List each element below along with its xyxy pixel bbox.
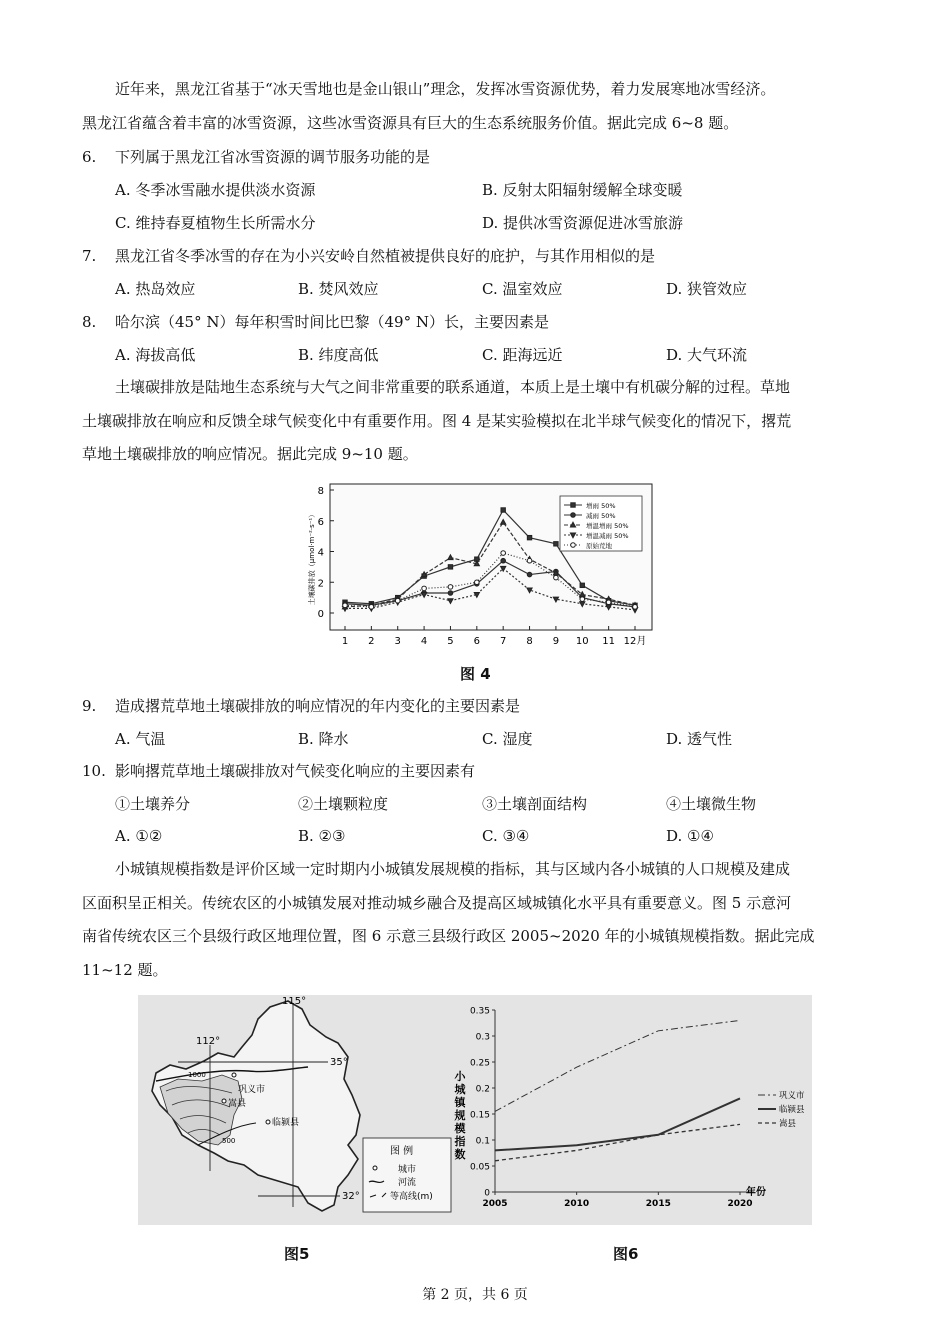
data-point — [527, 558, 532, 563]
q10-item-3: ③土壤剖面结构 — [482, 795, 588, 813]
question-number: 7. — [82, 247, 97, 265]
data-point — [501, 558, 506, 563]
q8-option-d: D. 大气环流 — [666, 346, 748, 364]
legend-city-symbol — [373, 1166, 377, 1170]
passage-11-12-line-4: 11~12 题。 — [82, 961, 168, 979]
question-number: 8. — [82, 313, 97, 331]
passage-11-12-line-1: 小城镇规模指数是评价区域一定时期内小城镇发展规模的指标，其与区域内各小城镇的人口规模及建成 — [115, 860, 791, 878]
q7-option-a: A. 热岛效应 — [115, 280, 196, 298]
label-city-songxian: 嵩县 — [228, 1099, 247, 1109]
data-point — [343, 603, 348, 608]
passage-11-12-line-3: 南省传统农区三个县级行政区地理位置，图 6 示意三县级行政区 2005~2020 年的小城镇规模指数。据此完成 — [82, 927, 815, 945]
label-city-linying: 临颍县 — [272, 1118, 300, 1128]
label-lat-35: 35° — [330, 1057, 348, 1068]
data-point — [448, 585, 453, 590]
q10-option-d: D. ①④ — [666, 827, 714, 845]
q10-item-2: ②土壤颗粒度 — [298, 795, 389, 813]
passage-6-8-line-1: 近年来，黑龙江省基于“冰天雪地也是金山银山”理念，发挥冰雪资源优势，着力发展寒地冰雪经济。 — [115, 80, 776, 98]
y-tick-label: 0.35 — [469, 1006, 490, 1017]
series-line — [495, 1124, 740, 1160]
data-point — [580, 583, 584, 587]
passage-9-10-line-1: 土壤碳排放是陆地生态系统与大气之间非常重要的联系通道，本质上是土壤中有机碳分解的过程。草地 — [115, 378, 791, 396]
legend-label: 增温增雨 50% — [586, 522, 629, 530]
legend-label: 增雨 50% — [586, 502, 616, 510]
label-lat-32: 32° — [342, 1191, 360, 1202]
q9-option-c: C. 湿度 — [482, 730, 533, 748]
legend-marker — [571, 503, 575, 507]
data-point — [448, 565, 452, 569]
label-city-gongyi: 巩义市 — [238, 1085, 266, 1095]
passage-6-8-line-2: 黑龙江省蕴含着丰富的冰雪资源，这些冰雪资源具有巨大的生态系统服务价值。据此完成 6~8 题。 — [82, 114, 739, 132]
q10-item-4: ④土壤微生物 — [666, 795, 757, 813]
series-line — [495, 1020, 740, 1111]
series-line — [495, 1098, 740, 1150]
q9-option-b: B. 降水 — [298, 730, 349, 748]
label-lon-112: 112° — [196, 1036, 221, 1047]
data-point — [527, 535, 531, 539]
legend-marker — [571, 513, 576, 518]
q10-item-1: ①土壤养分 — [115, 795, 191, 813]
data-point — [527, 572, 532, 577]
data-point — [448, 591, 453, 596]
question-8 — [82, 307, 882, 337]
q10-option-a: A. ①② — [115, 827, 163, 845]
x-tick-label: 2 — [368, 636, 375, 647]
figure-4-chart — [300, 478, 660, 656]
x-tick-label: 10 — [575, 636, 589, 647]
legend-label: 减雨 50% — [586, 512, 616, 520]
figure-6-caption: 图6 — [613, 1245, 639, 1263]
x-tick-label: 3 — [394, 636, 401, 647]
x-tick-label: 8 — [526, 636, 533, 647]
figure-6-chart — [450, 995, 812, 1225]
x-tick-label: 2020 — [727, 1199, 753, 1209]
legend-contour-label: 等高线(m) — [390, 1192, 433, 1202]
city-linying-dot — [266, 1120, 270, 1124]
q7-option-d: D. 狭管效应 — [666, 280, 748, 298]
q6-option-d: D. 提供冰雪资源促进冰雪旅游 — [482, 214, 684, 232]
x-tick-label: 12月 — [623, 636, 647, 647]
data-point — [475, 580, 480, 585]
x-tick-label: 5 — [447, 636, 454, 647]
legend-label: 嵩县 — [779, 1119, 797, 1129]
label-contour-1000: 1000 — [188, 1071, 206, 1079]
passage-9-10-line-3: 草地土壤碳排放的响应情况。据此完成 9~10 题。 — [82, 445, 418, 463]
question-9 — [82, 691, 882, 721]
question-7 — [82, 241, 882, 271]
y-tick-label: 0 — [317, 609, 324, 620]
city-songxian-dot — [222, 1099, 226, 1103]
legend-label: 原始荒地 — [586, 542, 612, 550]
legend-title: 图 例 — [390, 1146, 414, 1157]
data-point — [580, 597, 585, 602]
legend-marker — [571, 543, 576, 548]
q10-option-c: C. ③④ — [482, 827, 530, 845]
data-point — [633, 605, 638, 610]
y-tick-label: 0.1 — [475, 1136, 490, 1147]
question-stem: 造成撂荒草地土壤碳排放的响应情况的年内变化的主要因素是 — [115, 697, 521, 715]
question-stem: 影响撂荒草地土壤碳排放对气候变化响应的主要因素有 — [115, 762, 476, 780]
y-tick-label: 0.15 — [469, 1110, 490, 1121]
y-tick-label: 0.3 — [475, 1032, 490, 1043]
label-contour-500: 500 — [222, 1137, 236, 1145]
y-tick-label: 0 — [484, 1188, 490, 1199]
data-point — [501, 551, 506, 556]
y-tick-label: 2 — [317, 578, 324, 590]
y-tick-label: 6 — [317, 516, 324, 528]
data-point — [554, 575, 559, 580]
q10-option-b: B. ②③ — [298, 827, 346, 845]
x-tick-label: 4 — [420, 636, 428, 647]
question-number: 9. — [82, 697, 97, 715]
passage-9-10-line-2: 土壤碳排放在响应和反馈全球气候变化中有重要作用。图 4 是某实验模拟在北半球气候变化的情况下，撂荒 — [82, 412, 792, 430]
figure-5-map — [138, 995, 458, 1225]
question-number: 6. — [82, 148, 97, 166]
figure-4-caption: 图 4 — [460, 665, 491, 683]
question-number: 10. — [82, 762, 106, 780]
q8-option-c: C. 距海远近 — [482, 346, 563, 364]
x-tick-label: 1 — [341, 636, 349, 647]
q7-option-c: C. 温室效应 — [482, 280, 563, 298]
q8-option-a: A. 海拔高低 — [115, 346, 196, 364]
x-tick-label: 11 — [602, 636, 616, 647]
data-point — [369, 605, 374, 610]
data-point — [554, 542, 558, 546]
q6-option-b: B. 反射太阳辐射缓解全球变暖 — [482, 181, 683, 199]
y-axis-label: 小城镇规模指数 — [454, 1070, 466, 1161]
data-point — [422, 586, 427, 591]
city-gongyi-dot — [232, 1073, 236, 1077]
legend-label: 增温减雨 50% — [586, 532, 629, 540]
legend-label: 巩义市 — [779, 1091, 805, 1101]
legend-river-label: 河流 — [398, 1178, 417, 1188]
legend-city-label: 城市 — [398, 1165, 417, 1175]
page-footer: 第 2 页，共 6 页 — [422, 1287, 528, 1303]
q6-option-c: C. 维持春夏植物生长所需水分 — [115, 214, 316, 232]
y-tick-label: 4 — [317, 547, 324, 559]
q7-option-b: B. 焚风效应 — [298, 280, 379, 298]
data-point — [501, 508, 505, 512]
q8-option-b: B. 纬度高低 — [298, 346, 379, 364]
figure-5-caption: 图5 — [284, 1245, 310, 1263]
x-tick-label: 2005 — [482, 1199, 508, 1209]
y-axis-label: 土壤碳排放（μmol·m⁻²·s⁻¹） — [308, 510, 316, 606]
x-axis-label: 年份 — [746, 1187, 766, 1198]
y-tick-label: 0.25 — [469, 1058, 490, 1069]
data-point — [395, 598, 400, 603]
passage-11-12-line-2: 区面积呈正相关。传统农区的小城镇发展对推动城乡融合及提高区域城镇化水平具有重要意义。图 5 示意河 — [82, 894, 792, 912]
data-point — [606, 600, 611, 605]
y-tick-label: 0.05 — [469, 1162, 490, 1173]
question-stem: 黑龙江省冬季冰雪的存在为小兴安岭自然植被提供良好的庇护，与其作用相似的是 — [115, 247, 656, 265]
x-tick-label: 7 — [499, 636, 507, 647]
y-tick-label: 8 — [317, 486, 324, 497]
q6-option-a: A. 冬季冰雪融水提供淡水资源 — [115, 181, 316, 199]
x-tick-label: 9 — [552, 636, 560, 647]
map-mountain-area — [160, 1075, 242, 1145]
q9-option-a: A. 气温 — [115, 730, 166, 748]
label-lon-115: 115° — [282, 996, 307, 1007]
legend-label: 临颍县 — [779, 1105, 805, 1115]
question-10 — [82, 756, 882, 786]
question-stem: 哈尔滨（45° N）每年积雪时间比巴黎（49° N）长，主要因素是 — [115, 313, 549, 331]
y-tick-label: 0.2 — [475, 1084, 490, 1095]
question-6 — [82, 142, 882, 172]
x-tick-label: 2015 — [645, 1199, 671, 1209]
x-tick-label: 2010 — [564, 1199, 590, 1209]
q9-option-d: D. 透气性 — [666, 730, 733, 748]
question-stem: 下列属于黑龙江省冰雪资源的调节服务功能的是 — [115, 148, 431, 166]
x-tick-label: 6 — [473, 636, 481, 647]
